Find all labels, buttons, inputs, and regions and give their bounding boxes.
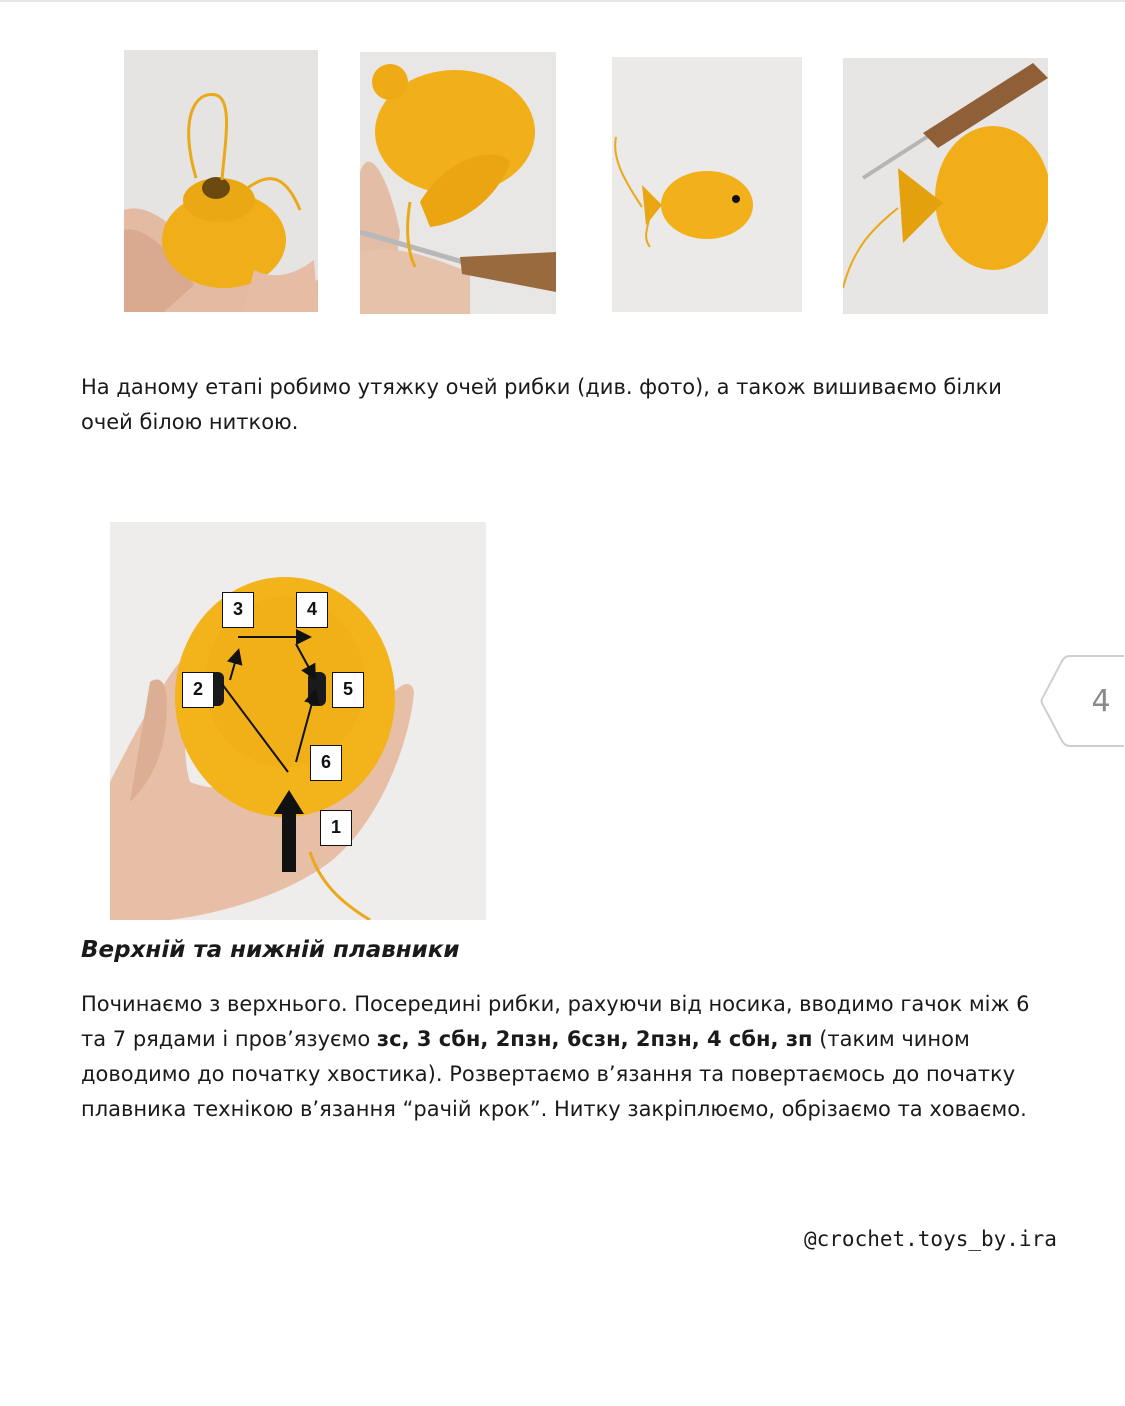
step-photo-1	[124, 50, 318, 312]
paragraph-2-end: (таким чином доводимо до початку хвостика). Розвертаємо в’язання та повертаємось до початку плавника технікою в’язання “рачій крок”. Нитку закріплюємо, обрізаємо та ховаємо.	[81, 1027, 1027, 1121]
page-number: 4	[1091, 684, 1111, 719]
marker-4: 4	[296, 592, 328, 628]
author-credit: @crochet.toys_by.ira	[804, 1227, 1057, 1251]
marker-5: 5	[332, 672, 364, 708]
eye-diagram-svg	[110, 522, 486, 920]
top-border	[0, 0, 1125, 2]
instruction-paragraph-1: На даному етапі робимо утяжку очей рибки (див. фото), а також вишиваємо білки очей білою ниткою.	[81, 375, 1002, 434]
step-photo-3	[612, 57, 802, 312]
marker-2: 2	[182, 672, 214, 708]
step-photo-4	[843, 58, 1048, 314]
step-photo-2	[360, 52, 556, 314]
marker-1: 1	[320, 810, 352, 846]
section-heading: Верхній та нижній плавники	[81, 937, 460, 963]
marker-6: 6	[310, 745, 342, 781]
marker-3: 3	[222, 592, 254, 628]
stitch-sequence: зс, 3 сбн, 2пзн, 6сзн, 2пзн, 4 сбн, зп	[376, 1027, 813, 1051]
eye-diagram-photo	[110, 522, 486, 920]
instruction-paragraph-2	[81, 987, 1041, 1127]
paragraph-2-start: Починаємо з верхнього. Посередині рибки, рахуючи від носика, вводимо гачок між 6 та 7 рядами і пров’язуємо	[81, 992, 1030, 1051]
